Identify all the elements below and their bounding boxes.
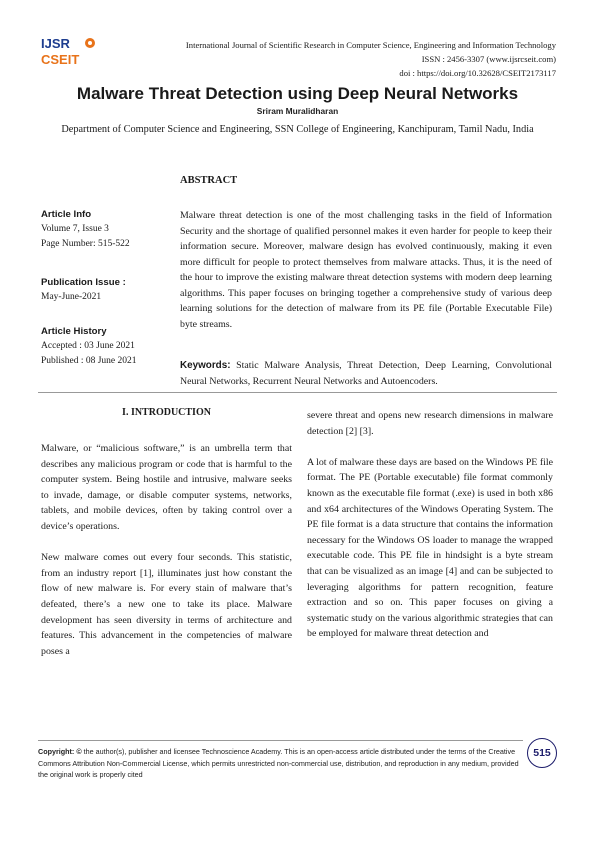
article-pages: Page Number: 515-522: [41, 239, 130, 249]
journal-name: International Journal of Scientific Research in Computer Science, Engineering and Information Technology: [185, 40, 556, 50]
body-column-left: [41, 441, 292, 675]
section-heading-introduction: I. INTRODUCTION: [122, 407, 211, 418]
footer-divider: [38, 740, 523, 741]
keywords: [180, 358, 552, 389]
publication-issue: [41, 275, 176, 305]
journal-header: [108, 38, 556, 80]
keywords-label: Keywords:: [180, 360, 231, 371]
published-date: Published : 08 June 2021: [41, 356, 137, 366]
journal-issn: ISSN : 2456-3307 (www.ijsrcseit.com): [421, 54, 556, 64]
article-info: [41, 207, 176, 252]
paper-title: Malware Threat Detection using Deep Neural Networks: [76, 84, 519, 103]
body-column-right: [307, 408, 553, 658]
copyright-label: Copyright:: [38, 747, 75, 756]
page-number-badge: 515: [527, 738, 557, 768]
logo-bottom-text: CSEIT: [41, 52, 80, 67]
intro-paragraph-1: Malware, or “malicious software,” is an umbrella term that describes any malicious program or code that is harmful to the computer system. Being hostile and intrusive, malware seeks to invade, damage, or disable computer systems, networks, tablets, and mobile devices, often by taking control over a device’s operations.: [41, 443, 292, 532]
license-text: the author(s), publisher and licensee Technoscience Academy. This is an open-access article distributed under the terms of the Creative Commons Attribution Non-Commercial License, which permits unrestricted non-commercial use, distribution, and reproduction in any medium, provided the original work is properly cited: [38, 747, 519, 779]
keywords-list: Static Malware Analysis, Threat Detection, Deep Learning, Convolutional Neural Networks, Recurrent Neural Networks and Autoencoders.: [180, 360, 552, 387]
copyright-symbol: ©: [76, 747, 82, 756]
article-info-label: Article Info: [41, 209, 92, 220]
publication-issue-label: Publication Issue :: [41, 277, 126, 288]
journal-logo: [40, 34, 102, 68]
intro-paragraph-4: A lot of malware these days are based on the Windows PE file format. The PE (Portable executable) file format commonly known as the executable file format (.exe) is used in both x86 and x64 architectures of the Windows Operating System. The PE file format is a data structure that contains the information necessary for the Windows OS loader to manage the wrapped executable code. This PE file in hindsight is a byte stream that can be visualized as an image [4] and can be subjected to leveraging algorithms for pattern recognition, feature extraction and so on. This paper focuses on giving a systematic study on the various algorithmic strategies that can be employed for malware threat detection and: [307, 456, 553, 640]
logo-top-text: IJSR: [41, 36, 70, 51]
abstract-heading: ABSTRACT: [180, 175, 238, 186]
intro-paragraph-3: severe threat and opens new research dimensions in malware detection [2] [3].: [307, 410, 553, 437]
intro-paragraph-2: New malware comes out every four seconds. This statistic, from an industry report [1], illuminates just how constant the flow of new malware is. For every stain of malware that’s defeated, there’s a new one to take its place. Malware development has seen diversity in terms of architecture and features. This advancement in the competencies of malware poses a: [41, 552, 292, 657]
copyright-notice: [38, 746, 523, 781]
accepted-date: Accepted : 03 June 2021: [41, 341, 135, 351]
publication-issue-value: May-June-2021: [41, 292, 102, 302]
paper-author: Sriram Muralidharan: [256, 106, 339, 116]
author-affiliation: Department of Computer Science and Engineering, SSN College of Engineering, Kanchipuram, Tamil Nadu, India: [61, 124, 534, 135]
article-volume: Volume 7, Issue 3: [41, 224, 109, 234]
article-history: [41, 324, 176, 369]
article-doi[interactable]: doi : https://doi.org/10.32628/CSEIT2173117: [399, 68, 556, 78]
abstract-divider: [38, 392, 557, 393]
article-history-label: Article History: [41, 326, 107, 337]
abstract-text: Malware threat detection is one of the most challenging tasks in the field of Information Security and the shortage of qualified personnel makes it even harder for people to keep their information secure. Moreover, malware design has evolved continuously, making it even more difficult for people to protect themselves from malware attacks. Thus, it is the need of the hour to improve the existing malware threat detection systems with modern deep learning algorithms. This paper focuses on bringing together a comprehensive study of various deep learning solutions for the detection of malware from its PE file (Portable Executable File) byte streams.: [180, 210, 552, 330]
